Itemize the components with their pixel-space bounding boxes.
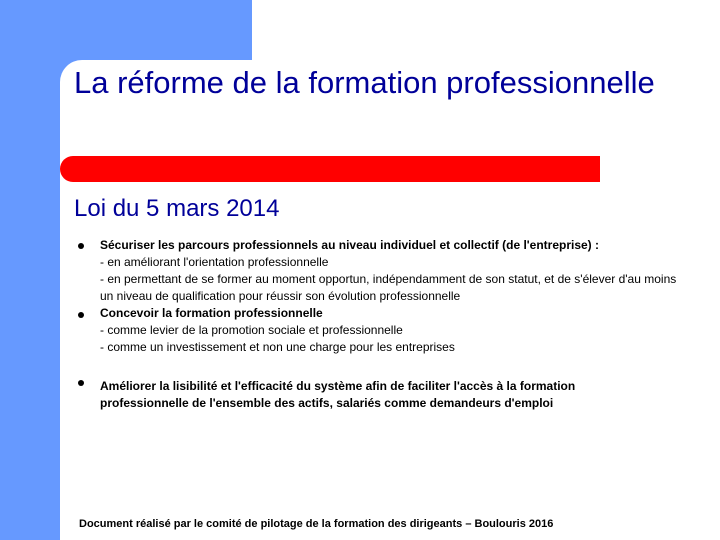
bullet-3 xyxy=(100,378,600,412)
bullet-icon xyxy=(78,380,84,386)
bullet-icon xyxy=(78,243,84,249)
bullet-icon xyxy=(78,312,84,318)
decorative-red-bar xyxy=(60,156,600,182)
slide-subtitle: Loi du 5 mars 2014 xyxy=(74,195,280,222)
bullet-2 xyxy=(100,305,680,356)
bullet-3-heading: Améliorer la lisibilité et l'efficacité du système afin de faciliter l'accès à la formation professionnelle de l'ensemble des actifs, salariés comme demandeurs d'emploi xyxy=(100,379,576,410)
bullet-1-line-1: - en améliorant l'orientation professionnelle xyxy=(100,255,329,269)
footer-note: Document réalisé par le comité de pilotage de la formation des dirigeants – Boulouris 2016 xyxy=(79,518,554,530)
bullet-1-heading: Sécuriser les parcours professionnels au niveau individuel et collectif (de l'entreprise) : xyxy=(100,238,600,252)
bullet-2-line-1: - comme levier de la promotion sociale et professionnelle xyxy=(100,323,403,337)
bullet-1-line-2: - en permettant de se former au moment opportun, indépendamment de son statut, et de s'élever d'au moins un niveau de qualification pour réussir son évolution professionnelle xyxy=(100,272,677,303)
bullet-1 xyxy=(100,237,680,305)
bullet-2-line-2: - comme un investissement et non une charge pour les entreprises xyxy=(100,340,455,354)
bullet-2-heading: Concevoir la formation professionnelle xyxy=(100,306,323,320)
slide-title: La réforme de la formation professionnelle xyxy=(74,65,655,100)
